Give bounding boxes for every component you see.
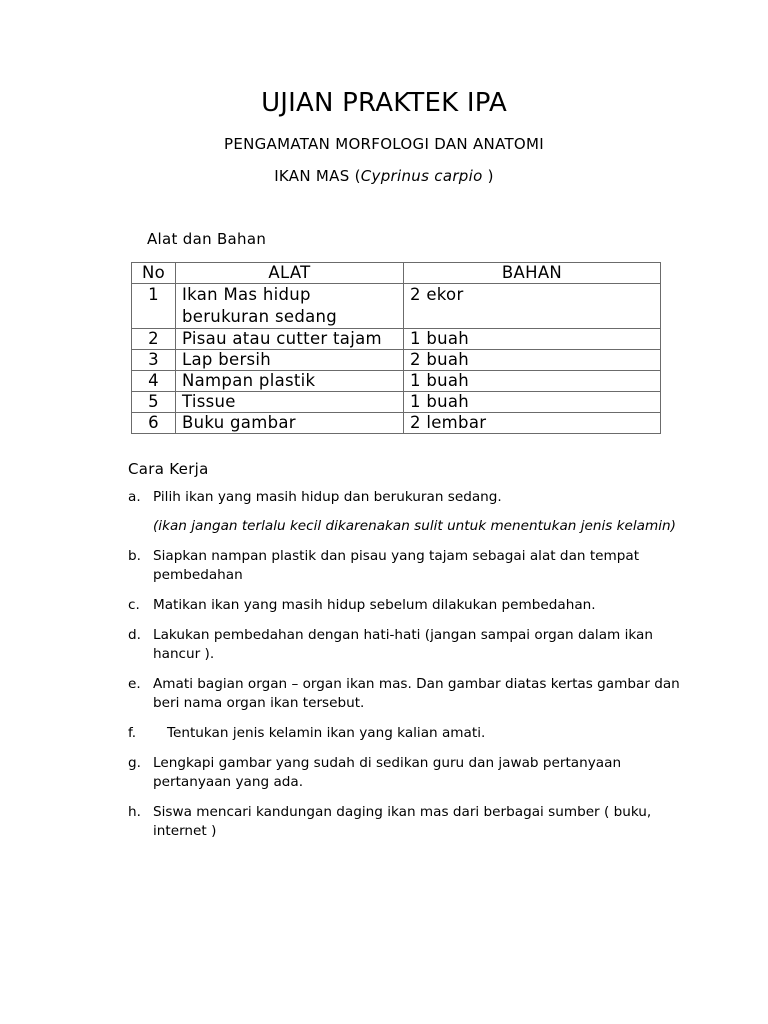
row-alat: Pisau atau cutter tajam — [176, 329, 404, 350]
step-text: Lengkapi gambar yang sudah di sedikan guru dan jawab pertanyaan pertanyaan yang ada. — [153, 755, 622, 790]
step-text: Lakukan pembedahan dengan hati-hati (jangan sampai organ dalam ikan hancur ). — [153, 627, 653, 662]
step-note: (ikan jangan terlalu kecil dikarenakan sulit untuk menentukan jenis kelamin) — [153, 518, 676, 534]
list-item — [128, 596, 688, 615]
materials-table — [131, 262, 661, 434]
list-item — [128, 547, 688, 585]
row-number: 6 — [132, 413, 176, 434]
row-bahan: 1 buah — [404, 371, 661, 392]
list-item — [128, 488, 688, 536]
row-bahan: 1 buah — [404, 392, 661, 413]
step-text: Siapkan nampan plastik dan pisau yang tajam sebagai alat dan tempat pembedahan — [153, 548, 640, 583]
row-number: 3 — [132, 350, 176, 371]
list-item — [128, 724, 688, 743]
table-row — [132, 329, 661, 350]
species-suffix: ) — [482, 167, 494, 185]
step-letter: g. — [128, 755, 141, 771]
species-scientific-name: Cyprinus carpio — [360, 167, 483, 185]
row-number: 2 — [132, 329, 176, 350]
step-letter: e. — [128, 676, 141, 692]
step-letter: c. — [128, 597, 140, 613]
step-text: Amati bagian organ – organ ikan mas. Dan gambar diatas kertas gambar dan beri nama organ ikan tersebut. — [153, 676, 680, 711]
step-letter: d. — [128, 627, 141, 643]
list-item — [128, 754, 688, 792]
row-bahan: 2 buah — [404, 350, 661, 371]
materials-heading: Alat dan Bahan — [147, 230, 267, 248]
table-row — [132, 350, 661, 371]
row-alat: Buku gambar — [176, 413, 404, 434]
column-header-no: No — [132, 263, 176, 284]
step-text: Tentukan jenis kelamin ikan yang kalian amati. — [167, 725, 486, 741]
row-alat: Nampan plastik — [176, 371, 404, 392]
procedure-list — [128, 488, 688, 852]
document-title: UJIAN PRAKTEK IPA — [261, 88, 507, 118]
step-letter: a. — [128, 489, 141, 505]
row-number: 5 — [132, 392, 176, 413]
species-prefix: IKAN MAS ( — [274, 167, 361, 185]
document-subtitle-species — [0, 166, 768, 186]
step-letter: b. — [128, 548, 141, 564]
step-letter: h. — [128, 804, 141, 820]
row-alat: Lap bersih — [176, 350, 404, 371]
table-row — [132, 413, 661, 434]
column-header-alat: ALAT — [176, 263, 404, 284]
table-row — [132, 371, 661, 392]
list-item — [128, 803, 688, 841]
step-letter: f. — [128, 725, 137, 741]
table-row — [132, 284, 661, 329]
list-item — [128, 626, 688, 664]
procedure-heading: Cara Kerja — [128, 460, 209, 478]
column-header-bahan: BAHAN — [404, 263, 661, 284]
row-alat: Ikan Mas hidup berukuran sedang — [176, 284, 404, 329]
step-text: Siswa mencari kandungan daging ikan mas dari berbagai sumber ( buku, internet ) — [153, 804, 652, 839]
row-bahan: 1 buah — [404, 329, 661, 350]
list-item — [128, 675, 688, 713]
row-bahan: 2 ekor — [404, 284, 661, 329]
row-bahan: 2 lembar — [404, 413, 661, 434]
row-number: 4 — [132, 371, 176, 392]
step-text: Matikan ikan yang masih hidup sebelum dilakukan pembedahan. — [153, 597, 596, 613]
step-text: Pilih ikan yang masih hidup dan berukuran sedang. — [153, 489, 502, 505]
row-number: 1 — [132, 284, 176, 329]
row-alat: Tissue — [176, 392, 404, 413]
document-subtitle: PENGAMATAN MORFOLOGI DAN ANATOMI — [223, 135, 544, 153]
table-header-row — [132, 263, 661, 284]
table-row — [132, 392, 661, 413]
